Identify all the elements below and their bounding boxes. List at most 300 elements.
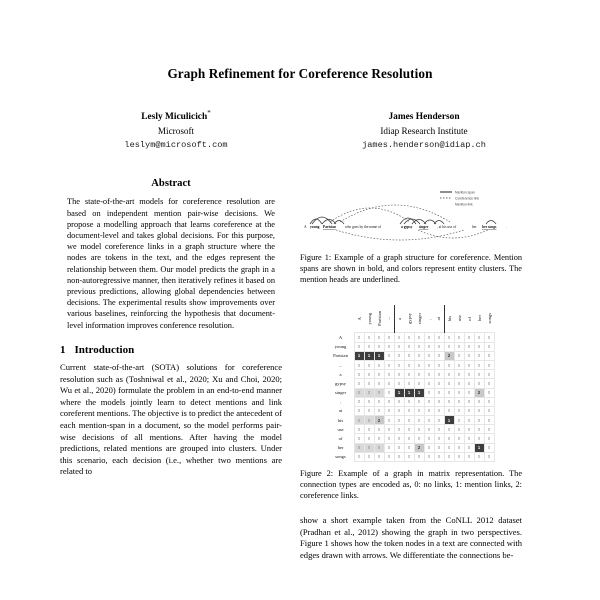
- matrix-row: [328, 360, 495, 369]
- matrix-cell: 0: [384, 425, 394, 434]
- matrix-cell: 0: [384, 434, 394, 443]
- matrix-cell: 0: [434, 416, 444, 425]
- matrix-cell: 0: [434, 443, 444, 452]
- matrix-cell: 0: [454, 416, 464, 425]
- figure-1-legend: [440, 192, 452, 198]
- matrix-cell: 0: [354, 416, 364, 425]
- figure-1-graphic: [300, 178, 522, 246]
- matrix-cell: 0: [384, 370, 394, 379]
- coreference-graph-diagram: [300, 178, 522, 246]
- matrix-cell: 0: [364, 425, 374, 434]
- matrix-cell: 0: [364, 416, 374, 425]
- matrix-row: [328, 416, 495, 425]
- matrix-cell: 0: [484, 333, 494, 342]
- svg-text:Parisian: Parisian: [323, 225, 336, 230]
- author-email: james.henderson@idiap.ch: [362, 139, 486, 150]
- matrix-row: [328, 370, 495, 379]
- matrix-cell: 0: [434, 351, 444, 360]
- matrix-col-label-text: a: [396, 318, 402, 321]
- matrix-cell: 0: [454, 452, 464, 461]
- mention-span-arcs: [310, 217, 496, 224]
- matrix-cell: 0: [384, 406, 394, 415]
- matrix-cell: 0: [404, 434, 414, 443]
- matrix-cell: 0: [464, 452, 474, 461]
- matrix-col-label-text: her: [476, 315, 482, 322]
- matrix-row: [328, 342, 495, 351]
- matrix-row-label: young: [334, 344, 347, 350]
- matrix-col-label: [444, 305, 454, 333]
- matrix-cell: 0: [464, 434, 474, 443]
- matrix-col-label: [354, 305, 364, 333]
- matrix-row: [328, 333, 495, 342]
- matrix-cell: 0: [464, 342, 474, 351]
- matrix-cell: 0: [434, 370, 444, 379]
- matrix-cell: 0: [384, 397, 394, 406]
- matrix-cell: 0: [434, 379, 444, 388]
- matrix-cell: 0: [424, 379, 434, 388]
- author-name: [81, 108, 271, 125]
- matrix-cell: 0: [454, 443, 464, 452]
- author-name: [329, 108, 519, 125]
- matrix-cell: 0: [434, 425, 444, 434]
- matrix-cell: 0: [444, 397, 454, 406]
- matrix-cell: 0: [484, 452, 494, 461]
- matrix-cell: 0: [384, 416, 394, 425]
- matrix-col-label: [364, 305, 374, 333]
- matrix-cell: 1: [414, 388, 424, 397]
- matrix-cell: 0: [424, 351, 434, 360]
- matrix-cell: 0: [424, 333, 434, 342]
- matrix-header: [328, 305, 495, 333]
- matrix-cell: 0: [394, 416, 404, 425]
- matrix-cell: 0: [404, 360, 414, 369]
- matrix-cell: 0: [444, 342, 454, 351]
- matrix-cell: 0: [394, 452, 404, 461]
- matrix-cell: 1: [474, 443, 484, 452]
- matrix-cell: 0: [404, 351, 414, 360]
- svg-text:her songs: her songs: [482, 225, 497, 230]
- matrix-cell: 0: [414, 360, 424, 369]
- matrix-cell: 0: [434, 333, 444, 342]
- matrix-row-label: A: [338, 334, 343, 340]
- svg-text:her: her: [472, 225, 477, 230]
- matrix-cell: 0: [464, 425, 474, 434]
- matrix-cell: 0: [444, 370, 454, 379]
- matrix-cell: 0: [384, 443, 394, 452]
- svg-text:a gypsy: a gypsy: [401, 225, 413, 230]
- matrix-cell: 0: [374, 397, 384, 406]
- matrix-cell: 0: [364, 370, 374, 379]
- matrix-body: [328, 333, 495, 462]
- matrix-col-label-text: use: [456, 315, 462, 322]
- matrix-row-label: at: [338, 408, 343, 414]
- matrix-cell: 0: [354, 370, 364, 379]
- matrix-cell: 0: [394, 397, 404, 406]
- matrix-cell: 0: [454, 351, 464, 360]
- matrix-cell: 0: [474, 370, 484, 379]
- matrix-cell: 0: [474, 425, 484, 434]
- matrix-cell: 0: [484, 406, 494, 415]
- two-column-body: [0, 178, 600, 561]
- matrix-cell: 0: [414, 416, 424, 425]
- matrix-cell: 0: [444, 333, 454, 342]
- matrix-cell: 0: [464, 397, 474, 406]
- matrix-cell: 0: [434, 388, 444, 397]
- matrix-cell: 0: [484, 351, 494, 360]
- matrix-cell: 2: [414, 443, 424, 452]
- matrix-col-label: [454, 305, 464, 333]
- figure-2: [300, 305, 522, 501]
- matrix-col-label: [474, 305, 484, 333]
- matrix-cell: 0: [424, 370, 434, 379]
- matrix-cell: 0: [434, 360, 444, 369]
- matrix-cell: 0: [434, 397, 444, 406]
- matrix-cell: 0: [424, 452, 434, 461]
- matrix-cell: 0: [464, 370, 474, 379]
- right-column: [300, 178, 522, 561]
- matrix-row-label: ...: [338, 362, 343, 368]
- matrix-col-label: [374, 305, 384, 333]
- matrix-row: [328, 452, 495, 461]
- matrix-col-label-text: young: [366, 312, 372, 325]
- coreference-arcs-top: [330, 205, 450, 222]
- matrix-cell: 0: [404, 333, 414, 342]
- svg-text:singer: singer: [419, 225, 429, 230]
- matrix-cell: 0: [464, 379, 474, 388]
- svg-text:Coreference link: Coreference link: [455, 196, 480, 201]
- matrix-cell: 0: [384, 342, 394, 351]
- matrix-cell: 0: [394, 333, 404, 342]
- svg-text:Mention link: Mention link: [455, 202, 473, 207]
- matrix-col-label: [484, 305, 494, 333]
- matrix-cell: 0: [354, 333, 364, 342]
- matrix-cell: 0: [444, 360, 454, 369]
- matrix-cell: 0: [414, 406, 424, 415]
- matrix-cell: 0: [444, 379, 454, 388]
- matrix-cell: 0: [424, 416, 434, 425]
- matrix-cell: 0: [464, 333, 474, 342]
- matrix-col-label-text: songs: [486, 313, 492, 324]
- svg-text:who goes by the name of: who goes by the name of: [345, 225, 382, 230]
- matrix-cell: 0: [384, 388, 394, 397]
- matrix-cell: 0: [454, 434, 464, 443]
- matrix-cell: 0: [484, 342, 494, 351]
- matrix-cell: 0: [464, 416, 474, 425]
- coreference-arcs-bottom: [336, 230, 488, 240]
- matrix-col-label-text: at: [436, 317, 442, 321]
- matrix-cell: 0: [454, 333, 464, 342]
- matrix-cell: 0: [404, 425, 414, 434]
- svg-text:Mention span: Mention span: [455, 190, 475, 195]
- matrix-cell: 0: [434, 406, 444, 415]
- matrix-col-label: [404, 305, 414, 333]
- figure-1-caption: Figure 1: Example of a graph structure for coreference. Mention spans are shown in bold, and colors represent entity clusters. The mention heads are underlined.: [300, 253, 522, 285]
- matrix-cell: 0: [454, 370, 464, 379]
- matrix-row-label: use: [337, 426, 344, 432]
- matrix-cell: 0: [474, 406, 484, 415]
- matrix-cell: 0: [414, 370, 424, 379]
- matrix-cell: 0: [394, 406, 404, 415]
- matrix-cell: 0: [364, 406, 374, 415]
- matrix-cell: 1: [444, 416, 454, 425]
- matrix-cell: 0: [374, 342, 384, 351]
- matrix-cell: 0: [474, 434, 484, 443]
- matrix-cell: 0: [454, 342, 464, 351]
- matrix-col-label: [384, 305, 394, 333]
- svg-text:.: .: [506, 225, 507, 230]
- matrix-cell: 0: [394, 342, 404, 351]
- matrix-cell: 0: [404, 406, 414, 415]
- matrix-cell: 0: [414, 342, 424, 351]
- matrix-cell: 0: [454, 388, 464, 397]
- matrix-cell: 0: [354, 397, 364, 406]
- matrix-cell: 0: [454, 397, 464, 406]
- matrix-cell: 0: [484, 443, 494, 452]
- matrix-cell: 0: [394, 360, 404, 369]
- matrix-cell: 0: [454, 360, 464, 369]
- matrix-row: [328, 351, 495, 360]
- matrix-cell: 0: [364, 388, 374, 397]
- matrix-cell: 0: [414, 397, 424, 406]
- matrix-row: [328, 406, 495, 415]
- matrix-cell: 0: [414, 425, 424, 434]
- section-number: 1: [60, 343, 66, 356]
- matrix-col-label-text: singer: [416, 312, 422, 324]
- matrix-cell: 0: [364, 333, 374, 342]
- author-entry: [329, 108, 519, 152]
- matrix-cell: 0: [444, 443, 454, 452]
- matrix-cell: 0: [424, 388, 434, 397]
- matrix-cell: 0: [484, 360, 494, 369]
- matrix-row-label: a: [339, 371, 342, 377]
- matrix-col-label: [424, 305, 434, 333]
- svg-text:A: A: [304, 225, 307, 230]
- matrix-cell: 0: [424, 406, 434, 415]
- matrix-row: [328, 379, 495, 388]
- matrix-cell: 0: [354, 452, 364, 461]
- matrix-cell: 0: [474, 342, 484, 351]
- matrix-cell: 0: [374, 406, 384, 415]
- matrix-cell: 0: [384, 360, 394, 369]
- matrix-cell: 1: [354, 351, 364, 360]
- matrix-col-label-text: his: [446, 315, 452, 322]
- author-name-text: James Henderson: [388, 112, 460, 123]
- matrix-cell: 0: [434, 452, 444, 461]
- right-column-paragraph: show a short example taken from the CoNLL 2012 dataset (Pradhan et al., 2012) showing the graph in two perspectives. Figure 1 shows how the token nodes in a text are connected with edges drawn with arrows. We differentiate the connections be-: [300, 515, 522, 560]
- matrix-row-label: singer: [334, 390, 347, 396]
- matrix-cell: 0: [464, 443, 474, 452]
- matrix-cell: 0: [354, 342, 364, 351]
- matrix-cell: 0: [444, 406, 454, 415]
- matrix-row-label: Parisian: [333, 353, 348, 359]
- matrix-cell: 2: [374, 416, 384, 425]
- abstract-text: The state-of-the-art models for coreference resolution are based on independent mention pair-wise decisions. We propose a modelling approach that learns coreference at the document-level and takes global decisions. For this purpose, we model coreference links in a graph structure where the nodes are tokens in the text, and the edges represent the relationship between them. Our model predicts the graph in a non-autoregressive manner, then iteratively refines it based on previous predictions, allowing global dependencies between decisions. The experimental results show improvements over various baselines, reinforcing the hypothesis that document-level information improves conference resolution.: [67, 197, 275, 330]
- page-title: Graph Refinement for Coreference Resolution: [167, 66, 433, 81]
- matrix-row-label: his: [337, 417, 344, 423]
- matrix-cell: 0: [394, 425, 404, 434]
- matrix-cell: 0: [434, 342, 444, 351]
- matrix-cell: 0: [424, 360, 434, 369]
- matrix-cell: 0: [404, 397, 414, 406]
- matrix-cell: 0: [364, 443, 374, 452]
- matrix-cell: 1: [374, 351, 384, 360]
- matrix-corner-cell: [328, 305, 355, 333]
- author-entry: [81, 108, 271, 152]
- matrix-cell: 0: [444, 388, 454, 397]
- matrix-col-label-text: A: [356, 317, 362, 321]
- matrix-cell: 0: [364, 434, 374, 443]
- author-affiliation: Microsoft: [157, 125, 195, 136]
- matrix-cell: 0: [374, 333, 384, 342]
- author-email: leslym@microsoft.com: [124, 139, 228, 150]
- matrix-cell: 0: [424, 425, 434, 434]
- matrix-cell: 0: [404, 379, 414, 388]
- matrix-row-label: ,: [339, 399, 342, 405]
- matrix-cell: 0: [474, 360, 484, 369]
- matrix-cell: 0: [424, 342, 434, 351]
- matrix-cell: 0: [484, 379, 494, 388]
- introduction-paragraph: Current state-of-the-art (SOTA) solutions for coreference resolution such as (Toshniwal et al., 2020; Xu and Choi, 2020; Wu et al., 2020) formulate the problem in an end-to-end manner where the models jointly learn to detect mentions and link coreferent mentions. The objective is to predict the antecedent of each mention-span in a document, so the model performs pair-wise decisions of all mentions. After having the model predictions, related mentions are grouped into clusters. Under this scenario, each decision (i.e., whether two mentions are related to: [60, 361, 282, 477]
- matrix-col-label-text: Parisian: [376, 310, 382, 326]
- matrix-cell: 1: [364, 351, 374, 360]
- matrix-cell: 0: [454, 425, 464, 434]
- matrix-cell: 0: [424, 443, 434, 452]
- matrix-col-label-text: gypsy: [406, 312, 412, 324]
- matrix-cell: 0: [354, 443, 364, 452]
- coreference-matrix: [328, 305, 495, 462]
- matrix-cell: 0: [444, 434, 454, 443]
- matrix-cell: 0: [394, 351, 404, 360]
- matrix-row-label: her: [337, 445, 344, 451]
- author-affiliation: Idiap Research Institute: [380, 125, 468, 136]
- matrix-row: [328, 397, 495, 406]
- matrix-cell: 0: [474, 333, 484, 342]
- matrix-cell: 0: [474, 416, 484, 425]
- matrix-row: [328, 388, 495, 397]
- matrix-cell: 0: [384, 452, 394, 461]
- matrix-cell: 2: [444, 351, 454, 360]
- matrix-cell: 0: [374, 425, 384, 434]
- matrix-cell: 1: [404, 388, 414, 397]
- matrix-cell: 0: [464, 360, 474, 369]
- matrix-cell: 0: [364, 452, 374, 461]
- matrix-cell: 0: [364, 360, 374, 369]
- matrix-cell: 0: [404, 443, 414, 452]
- matrix-cell: 0: [464, 351, 474, 360]
- svg-text:, at his use of: , at his use of: [437, 225, 457, 230]
- matrix-cell: 0: [364, 397, 374, 406]
- matrix-cell: 0: [424, 434, 434, 443]
- matrix-col-label-text: ...: [386, 316, 392, 321]
- matrix-cell: 0: [404, 452, 414, 461]
- matrix-cell: 0: [394, 370, 404, 379]
- matrix-cell: 0: [454, 406, 464, 415]
- matrix-row-label: gypsy: [335, 380, 346, 386]
- matrix-cell: 0: [484, 416, 494, 425]
- matrix-col-label: [464, 305, 474, 333]
- matrix-cell: 0: [354, 425, 364, 434]
- matrix-cell: 0: [374, 452, 384, 461]
- matrix-cell: 0: [354, 406, 364, 415]
- matrix-cell: 0: [364, 379, 374, 388]
- matrix-cell: 0: [444, 425, 454, 434]
- author-footnote-marker: *: [207, 109, 211, 117]
- matrix-row-label: of: [338, 436, 343, 442]
- matrix-cell: 0: [374, 360, 384, 369]
- matrix-row: [328, 425, 495, 434]
- matrix-cell: 0: [364, 342, 374, 351]
- matrix-cell: 0: [424, 397, 434, 406]
- matrix-col-label: [434, 305, 444, 333]
- matrix-cell: 0: [394, 379, 404, 388]
- author-name-text: Lesly Miculicich: [141, 112, 208, 123]
- matrix-cell: 0: [434, 434, 444, 443]
- matrix-cell: 0: [354, 434, 364, 443]
- matrix-col-label: [414, 305, 424, 333]
- matrix-col-label-text: of: [466, 316, 472, 321]
- matrix-cell: 0: [474, 379, 484, 388]
- matrix-cell: 0: [464, 388, 474, 397]
- matrix-cell: 0: [374, 370, 384, 379]
- matrix-cell: 0: [354, 379, 364, 388]
- matrix-cell: 0: [384, 333, 394, 342]
- matrix-cell: 0: [374, 388, 384, 397]
- matrix-cell: 0: [354, 360, 364, 369]
- matrix-cell: 0: [394, 434, 404, 443]
- matrix-cell: 0: [404, 370, 414, 379]
- matrix-cell: 1: [394, 388, 404, 397]
- svg-text:young: young: [310, 225, 320, 230]
- matrix-cell: 0: [384, 351, 394, 360]
- matrix-cell: 0: [464, 406, 474, 415]
- matrix-cell: 0: [374, 443, 384, 452]
- matrix-cell: 0: [484, 388, 494, 397]
- section-title: Introduction: [74, 343, 135, 356]
- matrix-cell: 0: [374, 379, 384, 388]
- matrix-row-label: songs: [335, 454, 346, 460]
- matrix-cell: 0: [374, 434, 384, 443]
- abstract-heading: Abstract: [151, 178, 191, 190]
- matrix-cell: 0: [384, 379, 394, 388]
- matrix-row: [328, 434, 495, 443]
- matrix-cell: 0: [354, 388, 364, 397]
- matrix-cell: 0: [484, 397, 494, 406]
- matrix-cell: 0: [404, 416, 414, 425]
- author-list: [0, 108, 600, 152]
- matrix-cell: 0: [454, 379, 464, 388]
- matrix-cell: 0: [394, 443, 404, 452]
- figure-1: [300, 178, 522, 285]
- matrix-cell: 2: [474, 388, 484, 397]
- left-column: [60, 178, 282, 561]
- figure-1-legend-labels: [455, 191, 479, 207]
- figure-2-caption: Figure 2: Example of a graph in matrix representation. The connection types are encoded as, 0: no links, 1: mention links, 2: coreference links.: [300, 469, 522, 501]
- matrix-cell: 0: [474, 351, 484, 360]
- matrix-cell: 0: [484, 434, 494, 443]
- matrix-cell: 0: [414, 434, 424, 443]
- matrix-row: [328, 443, 495, 452]
- matrix-col-label: [394, 305, 404, 333]
- matrix-cell: 0: [414, 333, 424, 342]
- matrix-header-row: [328, 305, 495, 333]
- matrix-cell: 0: [414, 379, 424, 388]
- figure-1-sentence: [304, 225, 507, 230]
- matrix-cell: 0: [444, 452, 454, 461]
- matrix-cell: 0: [474, 452, 484, 461]
- matrix-col-label-text: ,: [426, 319, 432, 321]
- matrix-cell: 0: [474, 397, 484, 406]
- matrix-cell: 0: [414, 452, 424, 461]
